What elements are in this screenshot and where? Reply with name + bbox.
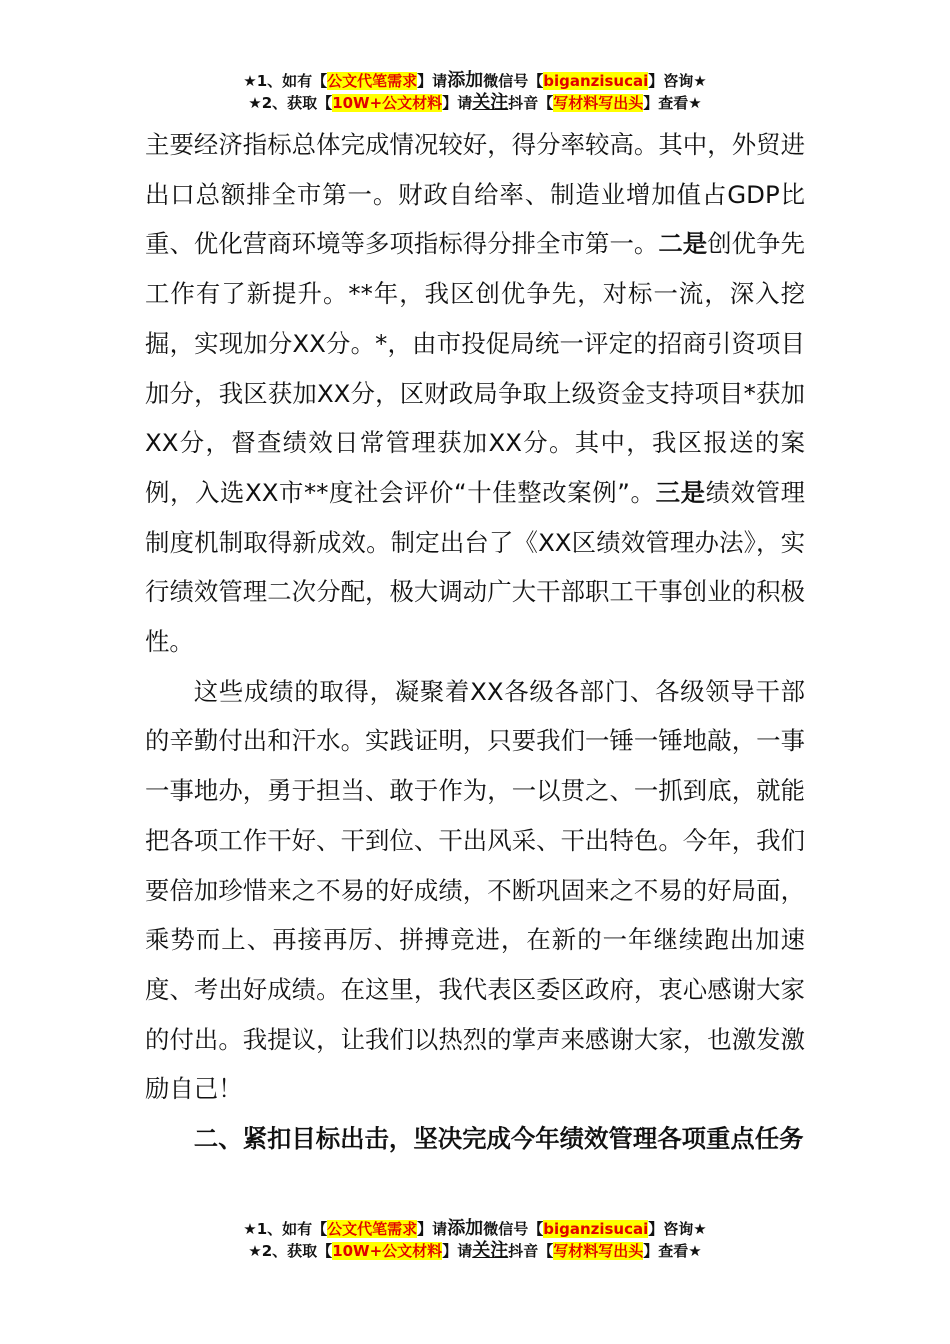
highlight-materials: 10W+公文材料	[332, 94, 443, 112]
banner-text: 】请	[417, 72, 448, 90]
paragraph-thanks: 这些成绩的取得，凝聚着XX各级各部门、各级领导干部的辛勤付出和汗水。实践证明，只要我们一锤一锤地敲，一事一事地办，勇于担当、敢于作为，一以贯之、一抓到底，就能把各项工作干好、干到位、干出风采、干出特色。今年，我们要倍加珍惜来之不易的好成绩，不断巩固来之不易的好局面，乘势而上、再接再厉、拼搏竞进，在新的一年继续跑出加速度、考出好成绩。在这里，我代表区委区政府，衷心感谢大家的付出。我提议，让我们以热烈的掌声来感谢大家，也激发激励自己！	[145, 676, 805, 1104]
banner-emphasis: 关注	[472, 1240, 509, 1261]
highlight-wechat-id: biganzisucai	[543, 72, 649, 90]
banner-text: ★2、获取【	[248, 1242, 333, 1260]
top-banner	[0, 70, 950, 114]
banner-line-2	[0, 1240, 950, 1262]
banner-text: 】请	[417, 1220, 448, 1238]
banner-text: 】请	[442, 94, 473, 112]
paragraph-text: 绩效管理制度机制取得新成效。制定出台了《XX区绩效管理办法》，实行绩效管理二次分配，极大调动广大干部职工干事创业的积极性。	[145, 477, 805, 657]
banner-text: 】咨询★	[648, 72, 707, 90]
banner-text: ★2、获取【	[248, 94, 333, 112]
banner-text: 抖音【	[508, 1242, 554, 1260]
paragraph-text: 主要经济指标总体完成情况较好，得分率较高。其中，外贸进出口总额排全市第一。财政自给率、制造业增加值占GDP比重、优化营商环境等多项指标得分排全市第一。	[145, 130, 805, 259]
document-body	[145, 120, 805, 1164]
banner-emphasis: 关注	[472, 92, 509, 113]
paragraph-text: 创优争先工作有了新提升。**年，我区创优争先，对标一流，深入挖掘，实现加分XX分。*，由市投促局统一评定的招商引资项目加分，我区获加XX分，区财政局争取上级资金支持项目*获加XX分，督查绩效日常管理获加XX分。其中，我区报送的案例，入选XX市**度社会评价“十佳整改案例”。	[145, 229, 805, 507]
banner-text: 】咨询★	[648, 1220, 707, 1238]
highlight-douyin: 写材料写出头	[553, 94, 644, 112]
highlight-service: 公文代笔需求	[327, 1220, 418, 1238]
banner-text: 微信号【	[483, 72, 544, 90]
keyword-third: 三是	[655, 477, 706, 507]
banner-text: 微信号【	[483, 1220, 544, 1238]
highlight-wechat-id: biganzisucai	[543, 1220, 649, 1238]
banner-text: ★1、如有【	[243, 1220, 328, 1238]
banner-text: ★1、如有【	[243, 72, 328, 90]
highlight-douyin: 写材料写出头	[553, 1242, 644, 1260]
banner-text: 抖音【	[508, 94, 554, 112]
banner-text: 】请	[442, 1242, 473, 1260]
paragraph-achievements	[145, 120, 805, 667]
banner-text: 】查看★	[643, 94, 702, 112]
bottom-banner	[0, 1218, 950, 1262]
section-heading-2: 二、紧扣目标出击，坚决完成今年绩效管理各项重点任务	[193, 1124, 804, 1154]
banner-emphasis: 添加	[447, 70, 484, 91]
banner-line-1	[0, 1218, 950, 1240]
banner-line-2	[0, 92, 950, 114]
banner-emphasis: 添加	[447, 1218, 484, 1239]
banner-line-1	[0, 70, 950, 92]
highlight-service: 公文代笔需求	[327, 72, 418, 90]
highlight-materials: 10W+公文材料	[332, 1242, 443, 1260]
keyword-second: 二是	[658, 229, 708, 259]
banner-text: 】查看★	[643, 1242, 702, 1260]
